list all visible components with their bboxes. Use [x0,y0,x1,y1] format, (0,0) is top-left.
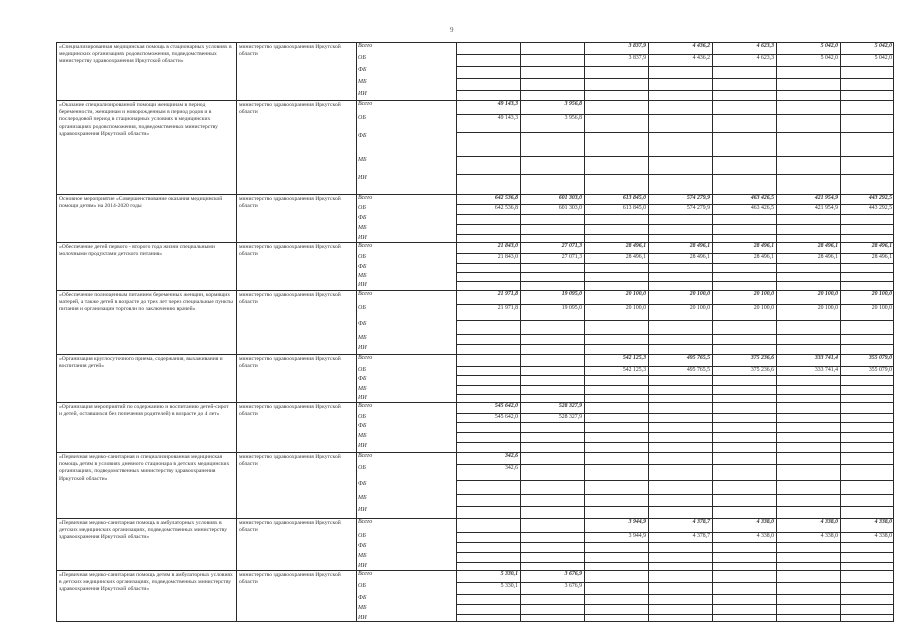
funding-source-label: ФБ [358,423,367,429]
funding-source-label: Всего [358,195,373,201]
regional-budget-value: 5 330,1 [500,583,518,589]
subrow-divider [456,90,894,91]
funding-source-label: МБ [358,495,367,501]
funding-source-label: МБ [358,157,367,163]
row-divider [56,621,894,622]
regional-budget-value: 342,6 [504,465,518,471]
regional-budget-value: 20 100,0 [753,305,774,311]
regional-budget-value: 4 338,0 [874,533,892,539]
subrow-divider [456,604,894,605]
funding-source-label: ФБ [358,67,367,73]
funding-source-label: МБ [358,273,367,279]
regional-budget-value: 4 338,0 [756,533,774,539]
total-value: 443 292,5 [868,195,892,201]
total-value: 342,6 [504,453,518,459]
regional-budget-value: 49 143,3 [497,115,518,121]
column-divider [776,42,777,622]
funding-source-label: ИИ [358,91,367,97]
funding-source-label: ОБ [358,414,366,420]
funding-source-label: ОБ [358,55,366,61]
subrow-divider [456,66,894,67]
subrow-divider [456,464,894,465]
total-value: 19 095,0 [561,291,582,297]
total-value: 4 623,3 [756,43,774,49]
measure-name: «Обеспечение полноценным питанием беременных женщин, кормящих матерей, а также детей в возрасте до трех лет через специальные пункты питания и организации торговли по заключению врачей» [59,292,233,313]
funding-source-label: МБ [358,225,367,231]
total-value: 528 327,9 [558,403,582,409]
page-number: 9 [450,26,454,34]
budget-table [56,42,894,622]
subrow-divider [456,422,894,423]
total-value: 4 338,0 [820,519,838,525]
subrow-divider [456,562,894,563]
funding-source-label: ОБ [358,367,366,373]
total-value: 5 042,0 [820,43,838,49]
regional-budget-value: 613 845,0 [622,205,646,211]
executor-name: министерство здравоохранения Иркутской области [239,454,341,468]
executor-name: министерство здравоохранения Иркутской области [239,44,341,58]
column-divider [648,42,649,622]
measure-name: «Первичная медико-санитарная помощь детям в амбулаторных условиях в детских медицинских организациях, подведомственных министерству здравоохранения Иркутской области» [59,572,233,593]
executor-name: министерство здравоохранения Иркутской области [239,572,341,586]
regional-budget-value: 4 623,3 [756,55,774,61]
funding-source-label: ОБ [358,254,366,260]
executor-name: министерство здравоохранения Иркутской области [239,356,341,370]
column-divider [584,42,585,622]
funding-source-label: Всего [358,101,373,107]
regional-budget-value: 28 496,1 [753,254,774,260]
regional-budget-value: 20 100,0 [817,305,838,311]
regional-budget-value: 542 125,3 [622,367,646,373]
funding-source-label: ИИ [358,563,367,569]
regional-budget-value: 27 071,3 [561,254,582,260]
total-value: 20 100,0 [817,291,838,297]
funding-source-label: ОБ [358,465,366,471]
regional-budget-value: 21 843,0 [497,254,518,260]
regional-budget-value: 333 741,4 [814,367,838,373]
regional-budget-value: 19 095,0 [561,305,582,311]
funding-source-label: Всего [358,243,373,249]
total-value: 4 338,0 [756,519,774,525]
funding-source-label: ИИ [358,443,367,449]
total-value: 4 378,7 [692,519,710,525]
funding-source-label: ИИ [358,282,367,288]
total-value: 542 125,3 [622,355,646,361]
total-value: 3 676,9 [564,571,582,577]
total-value: 20 100,0 [753,291,774,297]
regional-budget-value: 495 765,5 [686,367,710,373]
executor-name: министерство здравоохранения Иркутской области [239,520,341,534]
funding-source-label: МБ [358,605,367,611]
funding-source-label: Всего [358,571,373,577]
measure-name: «Оказание специализированной помощи женщинам в период беременности, женщинам и новорожденным в период родов и в послеродовой период в стационарных условиях в медицинских организациях родовспоможения, подведомственных министерству здравоохранения Иркутской области» [59,102,218,137]
total-value: 5 330,1 [500,571,518,577]
subrow-divider [456,506,894,507]
column-divider [356,42,357,622]
regional-budget-value: 463 426,5 [750,205,774,211]
funding-source-label: ФБ [358,321,367,327]
funding-source-label: ОБ [358,533,366,539]
subrow-divider [456,375,894,376]
regional-budget-value: 3 956,8 [564,115,582,121]
funding-source-label: МБ [358,79,367,85]
total-value: 421 954,9 [814,195,838,201]
measure-name: Основное мероприятие «Совершенствование оказания медицинской помощи детям» на 2014-2020 годы [59,196,223,210]
total-value: 601 303,0 [558,195,582,201]
funding-source-label: ОБ [358,115,366,121]
funding-source-label: ФБ [358,595,367,601]
subrow-divider [456,614,894,615]
column-divider [236,42,237,622]
regional-budget-value: 3 944,9 [628,533,646,539]
executor-name: министерство здравоохранения Иркутской области [239,196,341,210]
regional-budget-value: 4 338,0 [820,533,838,539]
regional-budget-value: 545 642,0 [494,414,518,420]
regional-budget-value: 20 100,0 [625,305,646,311]
subrow-divider [456,552,894,553]
total-value: 355 079,0 [868,355,892,361]
executor-name: министерство здравоохранения Иркутской области [239,244,341,258]
funding-source-label: ОБ [358,305,366,311]
funding-source-label: ФБ [358,376,367,382]
regional-budget-value: 4 378,7 [692,533,710,539]
funding-source-label: Всего [358,291,373,297]
total-value: 545 642,0 [494,403,518,409]
measure-name: «Первичная медико-санитарная и специализированная медицинская помощь детям в условиях дневного стационара в детских медицинских организациях, подведомственных министерству здравоохранения Иркутской области» [59,454,230,482]
regional-budget-value: 355 079,0 [868,367,892,373]
measure-name: «Первичная медико-санитарная помощь в амбулаторных условиях в детских медицинских организациях, подведомственных министерству здравоохранения Иркутской области» [59,520,228,541]
subrow-divider [456,344,894,345]
subrow-divider [456,281,894,282]
funding-source-label: ИИ [358,615,367,621]
total-value: 28 496,1 [753,243,774,249]
subrow-divider [456,132,894,133]
total-value: 574 279,9 [686,195,710,201]
subrow-divider [456,394,894,395]
funding-source-label: ФБ [358,543,367,549]
subrow-divider [456,432,894,433]
subrow-divider [456,263,894,264]
subrow-divider [456,224,894,225]
subrow-divider [456,442,894,443]
regional-budget-value: 3 676,9 [564,583,582,589]
total-value: 4 436,2 [692,43,710,49]
funding-source-label: МБ [358,335,367,341]
subrow-divider [456,78,894,79]
total-value: 21 971,8 [497,291,518,297]
funding-source-label: МБ [358,433,367,439]
total-value: 463 426,5 [750,195,774,201]
subrow-divider [456,334,894,335]
regional-budget-value: 601 303,0 [558,205,582,211]
total-value: 28 496,1 [871,243,892,249]
total-value: 5 042,0 [874,43,892,49]
subrow-divider [456,234,894,235]
total-value: 21 843,0 [497,243,518,249]
total-value: 20 100,0 [625,291,646,297]
regional-budget-value: 642 536,8 [494,205,518,211]
funding-source-label: ИИ [358,395,367,401]
funding-source-label: ОБ [358,205,366,211]
total-value: 49 143,3 [497,101,518,107]
funding-source-label: Всего [358,453,373,459]
total-value: 642 536,8 [494,195,518,201]
funding-source-label: ИИ [358,345,367,351]
regional-budget-value: 421 954,9 [814,205,838,211]
subrow-divider [456,594,894,595]
total-value: 28 496,1 [689,243,710,249]
subrow-divider [456,174,894,175]
measure-name: «Организация круглосуточного приема, содержания, выхаживания и воспитания детей» [59,356,223,370]
total-value: 28 496,1 [625,243,646,249]
subrow-divider [456,214,894,215]
regional-budget-value: 375 236,6 [750,367,774,373]
funding-source-label: ФБ [358,215,367,221]
funding-source-label: Всего [358,403,373,409]
measure-name: «Специализированная медицинская помощь в стационарных условиях в медицинских организациях родовспоможения, подведомственных министерству здравоохранения Иркутской области» [59,44,232,65]
regional-budget-value: 5 042,0 [874,55,892,61]
funding-source-label: ИИ [358,175,367,181]
regional-budget-value: 3 837,9 [628,55,646,61]
funding-source-label: Всего [358,519,373,525]
regional-budget-value: 21 971,8 [497,305,518,311]
funding-source-label: Всего [358,43,373,49]
funding-source-label: Всего [358,355,373,361]
total-value: 28 496,1 [817,243,838,249]
total-value: 3 944,9 [628,519,646,525]
funding-source-label: ОБ [358,583,366,589]
regional-budget-value: 443 292,5 [868,205,892,211]
subrow-divider [456,480,894,481]
subrow-divider [456,494,894,495]
measure-name: «Обеспечение детей первого - второго года жизни специальными молочными продуктами детского питания» [59,244,215,258]
measure-name: «Организация мероприятий по содержанию и воспитанию детей-сирот и детей, оставшихся без попечения родителей) в возрасте до 4 лет» [59,404,229,418]
subrow-divider [456,156,894,157]
executor-name: министерство здравоохранения Иркутской области [239,102,341,116]
subrow-divider [456,542,894,543]
total-value: 20 100,0 [871,291,892,297]
regional-budget-value: 28 496,1 [689,254,710,260]
column-divider [712,42,713,622]
total-value: 27 071,3 [561,243,582,249]
total-value: 375 236,6 [750,355,774,361]
funding-source-label: ФБ [358,133,367,139]
total-value: 613 845,0 [622,195,646,201]
column-divider [893,42,894,622]
funding-source-label: ФБ [358,264,367,270]
total-value: 3 956,8 [564,101,582,107]
total-value: 3 837,9 [628,43,646,49]
regional-budget-value: 20 100,0 [871,305,892,311]
executor-name: министерство здравоохранения Иркутской области [239,404,341,418]
executor-name: министерство здравоохранения Иркутской области [239,292,341,306]
regional-budget-value: 4 436,2 [692,55,710,61]
regional-budget-value: 574 279,9 [686,205,710,211]
funding-source-label: ИИ [358,507,367,513]
funding-source-label: МБ [358,386,367,392]
regional-budget-value: 28 496,1 [871,254,892,260]
total-value: 333 741,4 [814,355,838,361]
column-divider [56,42,57,622]
regional-budget-value: 528 327,9 [558,414,582,420]
subrow-divider [456,272,894,273]
subrow-divider [456,385,894,386]
funding-source-label: МБ [358,553,367,559]
regional-budget-value: 28 496,1 [817,254,838,260]
funding-source-label: ИИ [358,235,367,241]
column-divider [456,42,457,622]
total-value: 20 100,0 [689,291,710,297]
regional-budget-value: 20 100,0 [689,305,710,311]
regional-budget-value: 5 042,0 [820,55,838,61]
total-value: 4 338,0 [874,519,892,525]
subrow-divider [456,320,894,321]
regional-budget-value: 28 496,1 [625,254,646,260]
total-value: 495 765,5 [686,355,710,361]
funding-source-label: ФБ [358,481,367,487]
column-divider [520,42,521,622]
